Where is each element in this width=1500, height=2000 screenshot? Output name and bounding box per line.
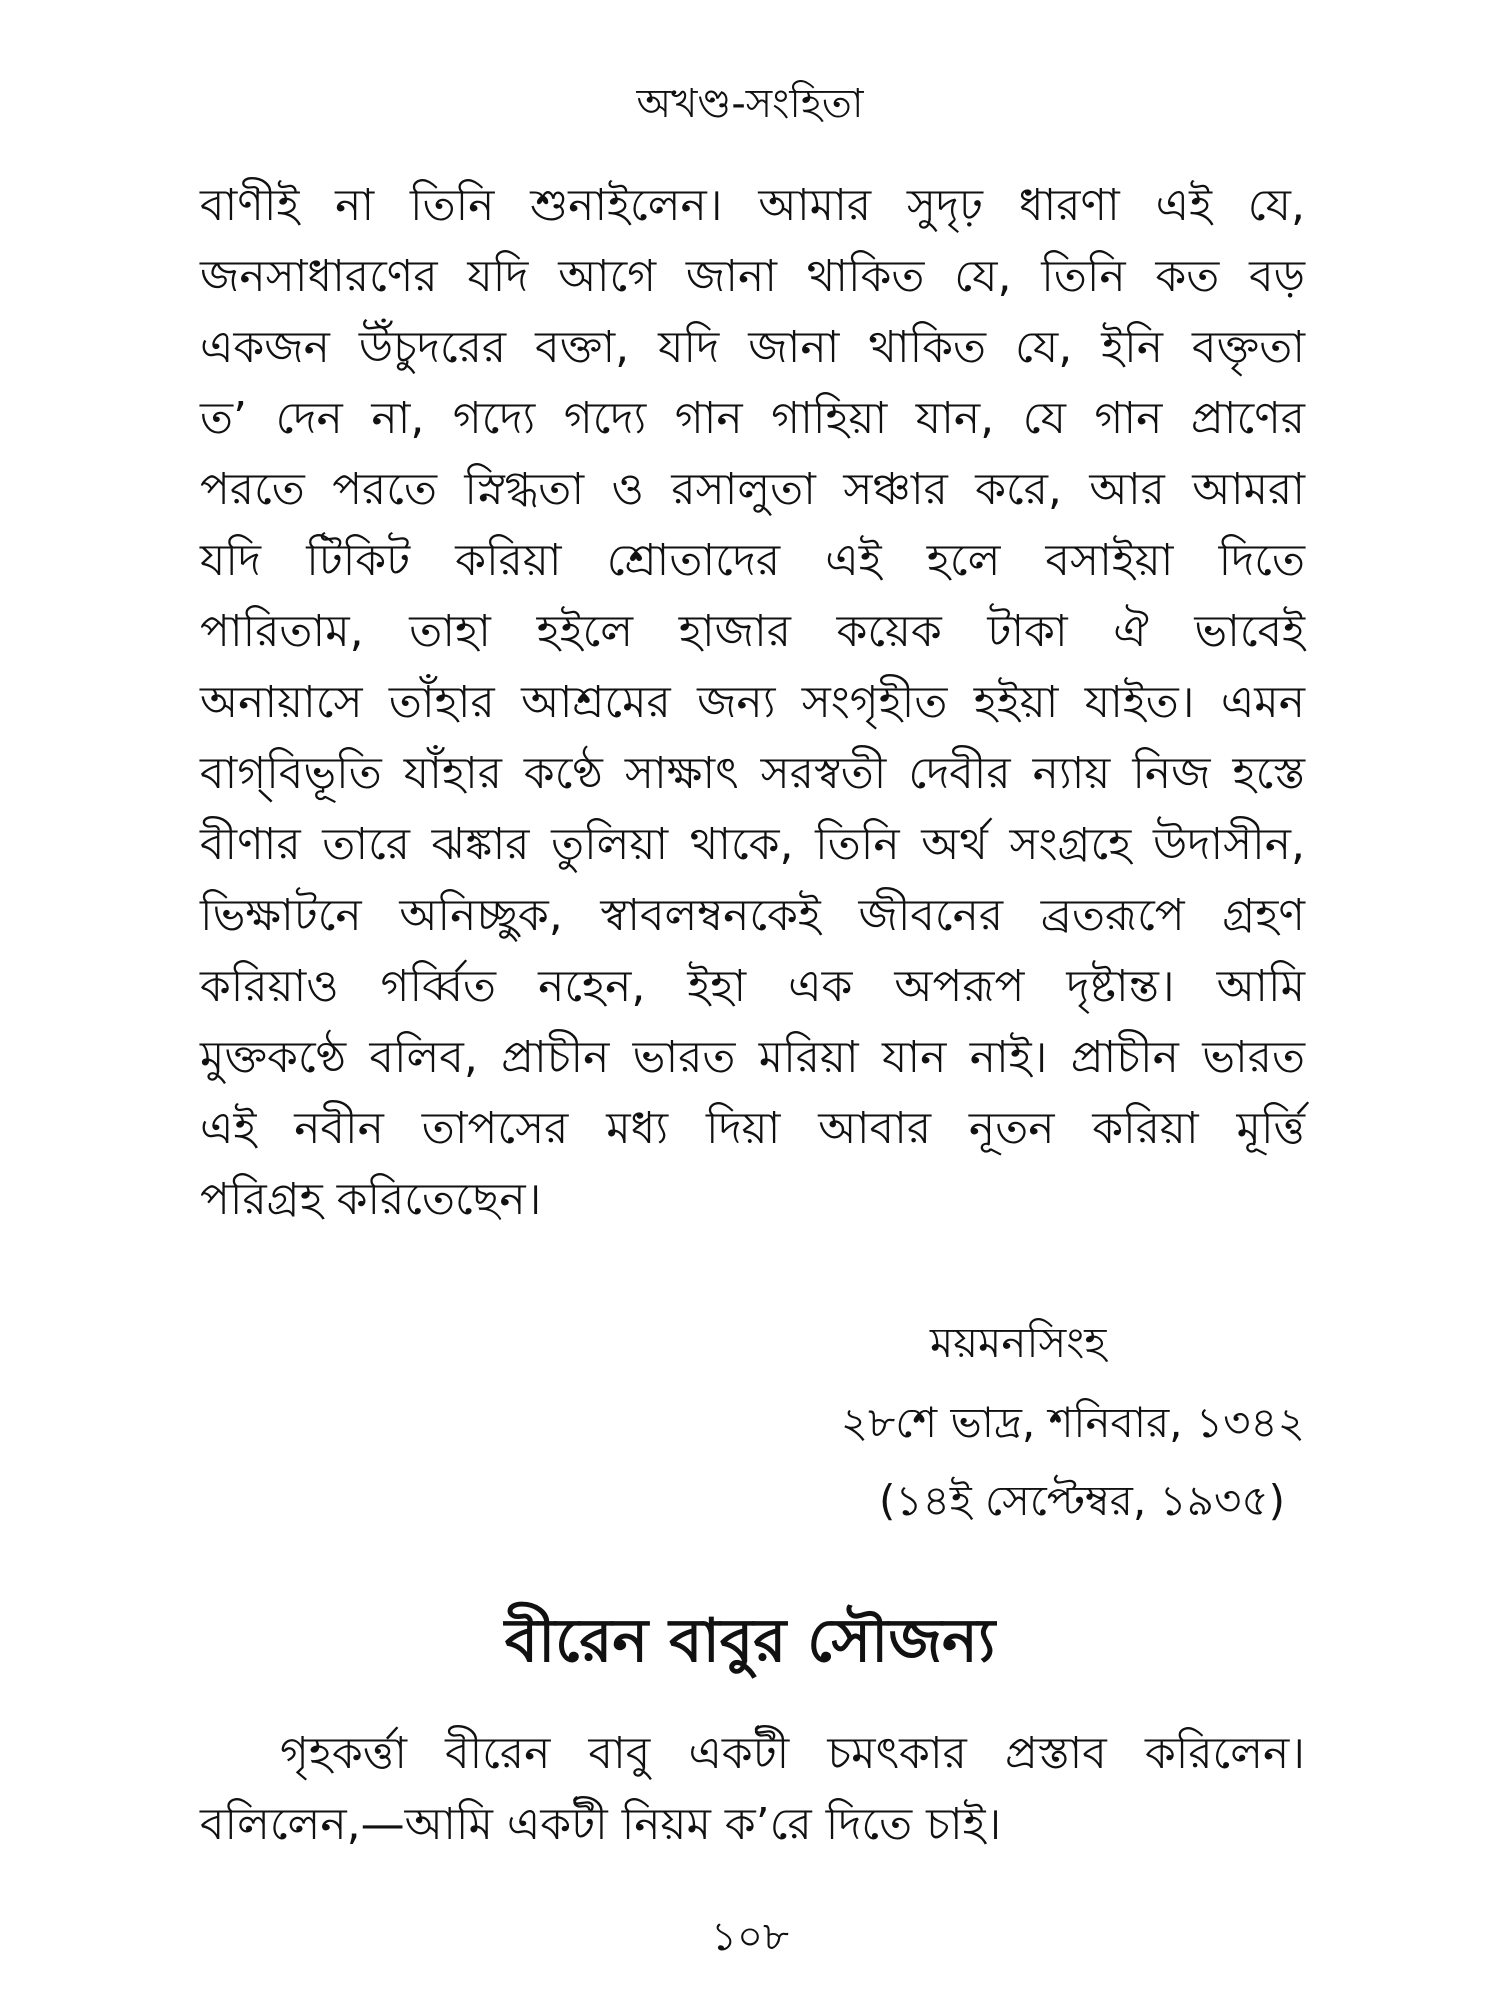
text-line: পারিতাম, তাহা হইলে হাজার কয়েক টাকা ঐ ভাবেই	[200, 606, 1305, 657]
text-line: বলিলেন,—আমি একটী নিয়ম ক’রে দিতে চাই।	[200, 1799, 1002, 1850]
text-line: করিয়াও গর্ব্বিত নহেন, ইহা এক অপরূপ দৃষ্টান্ত। আমি	[200, 961, 1305, 1012]
text-line: মুক্তকণ্ঠে বলিব, প্রাচীন ভারত মরিয়া যান নাই। প্রাচীন ভারত	[200, 1032, 1305, 1083]
section-title: বীরেন বাবুর সৌজন্য	[504, 1606, 996, 1676]
text-line: যদি টিকিট করিয়া শ্রোতাদের এই হলে বসাইয়া দিতে	[200, 535, 1305, 586]
running-header: অখণ্ড-সংহিতা	[636, 81, 864, 127]
signature-date-bengali: ২৮শে ভাদ্র, শনিবার, ১৩৪২	[840, 1398, 1305, 1447]
page-number: ১০৮	[711, 1914, 789, 1960]
section-paragraph	[200, 1718, 1305, 1860]
text-line: জনসাধারণের যদি আগে জানা থাকিত যে, তিনি কত বড়	[200, 251, 1305, 302]
text-line: পরিগ্রহ করিতেছেন।	[200, 1174, 542, 1225]
text-line: বাণীই না তিনি শুনাইলেন। আমার সুদৃঢ় ধারণা এই যে,	[200, 180, 1305, 231]
text-line: বীণার তারে ঝঙ্কার তুলিয়া থাকে, তিনি অর্থ সংগ্রহে উদাসীন,	[200, 819, 1305, 870]
text-line: পরতে পরতে স্নিগ্ধতা ও রসালুতা সঞ্চার করে, আর আমরা	[200, 464, 1305, 515]
signature-date-english: (১৪ই সেপ্টেম্বর, ১৯৩৫)	[878, 1476, 1285, 1525]
text-line: ত’ দেন না, গদ্যে গদ্যে গান গাহিয়া যান, যে গান প্রাণের	[200, 393, 1305, 444]
text-line: একজন উঁচুদরের বক্তা, যদি জানা থাকিত যে, ইনি বক্তৃতা	[200, 322, 1305, 373]
text-line: অনায়াসে তাঁহার আশ্রমের জন্য সংগৃহীত হইয়া যাইত। এমন	[200, 677, 1305, 728]
paragraph-body	[200, 170, 1305, 1235]
text-line: এই নবীন তাপসের মধ্য দিয়া আবার নূতন করিয়া মূর্ত্তি	[200, 1103, 1305, 1154]
text-line: ভিক্ষাটনে অনিচ্ছুক, স্বাবলম্বনকেই জীবনের ব্রতরূপে গ্রহণ	[200, 890, 1305, 941]
text-line: বাগ্‌বিভূতি যাঁহার কণ্ঠে সাক্ষাৎ সরস্বতী দেবীর ন্যায় নিজ হস্তে	[200, 748, 1305, 799]
text-line: গৃহকর্ত্তা বীরেন বাবু একটী চমৎকার প্রস্তাব করিলেন।	[280, 1728, 1305, 1779]
signature-place: ময়মনসিংহ	[930, 1318, 1107, 1367]
